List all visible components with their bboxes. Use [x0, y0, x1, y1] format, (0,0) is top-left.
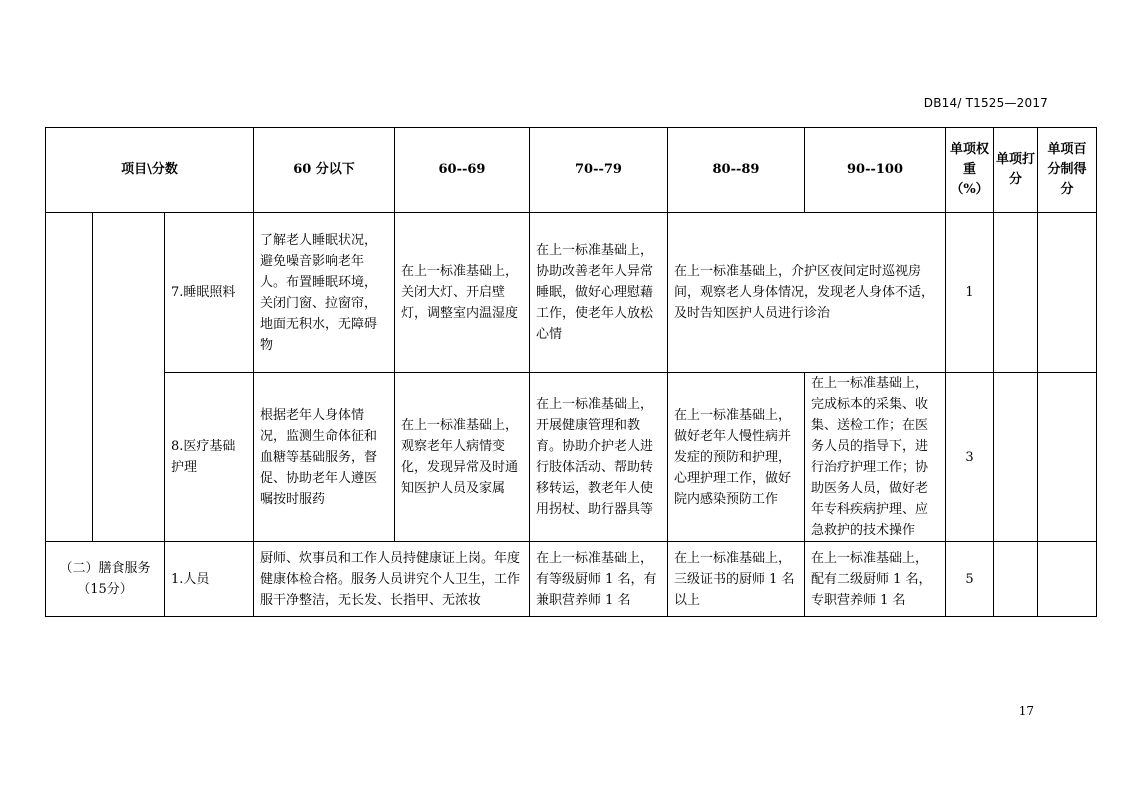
category-cell — [93, 213, 165, 542]
col-header-percent: 单项百分制得分 — [1038, 128, 1097, 213]
percent-cell — [1038, 542, 1097, 617]
item-cell: 1.人员 — [165, 542, 254, 617]
score-cell — [994, 373, 1038, 542]
r70-cell: 在上一标准基础上，有等级厨师 1 名，有兼职营养师 1 名 — [530, 542, 668, 617]
table-row — [46, 542, 1097, 617]
score-cell — [994, 542, 1038, 617]
table-header-row — [46, 128, 1097, 213]
document-code: DB14/ T1525—2017 — [923, 96, 1048, 110]
col-header-60-69: 60--69 — [395, 128, 530, 213]
col-header-80-89: 80--89 — [668, 128, 805, 213]
table-row — [46, 213, 1097, 373]
item-cell: 8.医疗基础护理 — [165, 373, 254, 542]
r90-cell: 在上一标准基础上，配有二级厨师 1 名，专职营养师 1 名 — [805, 542, 946, 617]
r70-cell: 在上一标准基础上，开展健康管理和教育。协助介护老人进行肢体活动、帮助转移转运，教老年人使用拐杖、助行器具等 — [530, 373, 668, 542]
r60-cell: 在上一标准基础上，关闭大灯、开启壁灯，调整室内温湿度 — [395, 213, 530, 373]
r80-90-cell: 在上一标准基础上，介护区夜间定时巡视房间，观察老人身体情况，发现老人身体不适，及时告知医护人员进行诊治 — [668, 213, 946, 373]
below60-cell: 根据老年人身体情况，监测生命体征和血糖等基础服务，督促、协助老年人遵医嘱按时服药 — [254, 373, 395, 542]
col-header-below60: 60 分以下 — [254, 128, 395, 213]
col-header-item: 项目\分数 — [46, 128, 254, 213]
weight-cell: 5 — [946, 542, 994, 617]
r60-cell: 在上一标准基础上，观察老年人病情变化，发现异常及时通知医护人员及家属 — [395, 373, 530, 542]
col-header-90-100: 90--100 — [805, 128, 946, 213]
score-cell — [994, 213, 1038, 373]
category-cell: （二）膳食服务（15分） — [46, 542, 165, 617]
page-number: 17 — [1018, 704, 1034, 718]
table-row — [46, 373, 1097, 542]
percent-cell — [1038, 373, 1097, 542]
weight-cell: 1 — [946, 213, 994, 373]
blank-cell — [46, 213, 93, 542]
r90-cell: 在上一标准基础上，完成标本的采集、收集、送检工作；在医务人员的指导下，进行治疗护理工作；协助医务人员，做好老年专科疾病护理、应急救护的技术操作 — [805, 373, 946, 542]
r80-cell: 在上一标准基础上，三级证书的厨师 1 名以上 — [668, 542, 805, 617]
r80-cell: 在上一标准基础上，做好老年人慢性病并发症的预防和护理，心理护理工作，做好院内感染预防工作 — [668, 373, 805, 542]
below60-cell: 了解老人睡眠状况，避免噪音影响老年人。布置睡眠环境，关闭门窗、拉窗帘，地面无积水，无障碍物 — [254, 213, 395, 373]
r70-cell: 在上一标准基础上，协助改善老年人异常睡眠，做好心理慰藉工作，使老年人放松心情 — [530, 213, 668, 373]
col-header-70-79: 70--79 — [530, 128, 668, 213]
item-cell: 7.睡眠照料 — [165, 213, 254, 373]
col-header-weight: 单项权重（%） — [946, 128, 994, 213]
evaluation-table — [45, 127, 1097, 617]
weight-cell: 3 — [946, 373, 994, 542]
col-header-score: 单项打分 — [994, 128, 1038, 213]
percent-cell — [1038, 213, 1097, 373]
below60-69-cell: 厨师、炊事员和工作人员持健康证上岗。年度健康体检合格。服务人员讲究个人卫生，工作服干净整洁，无长发、长指甲、无浓妆 — [254, 542, 530, 617]
